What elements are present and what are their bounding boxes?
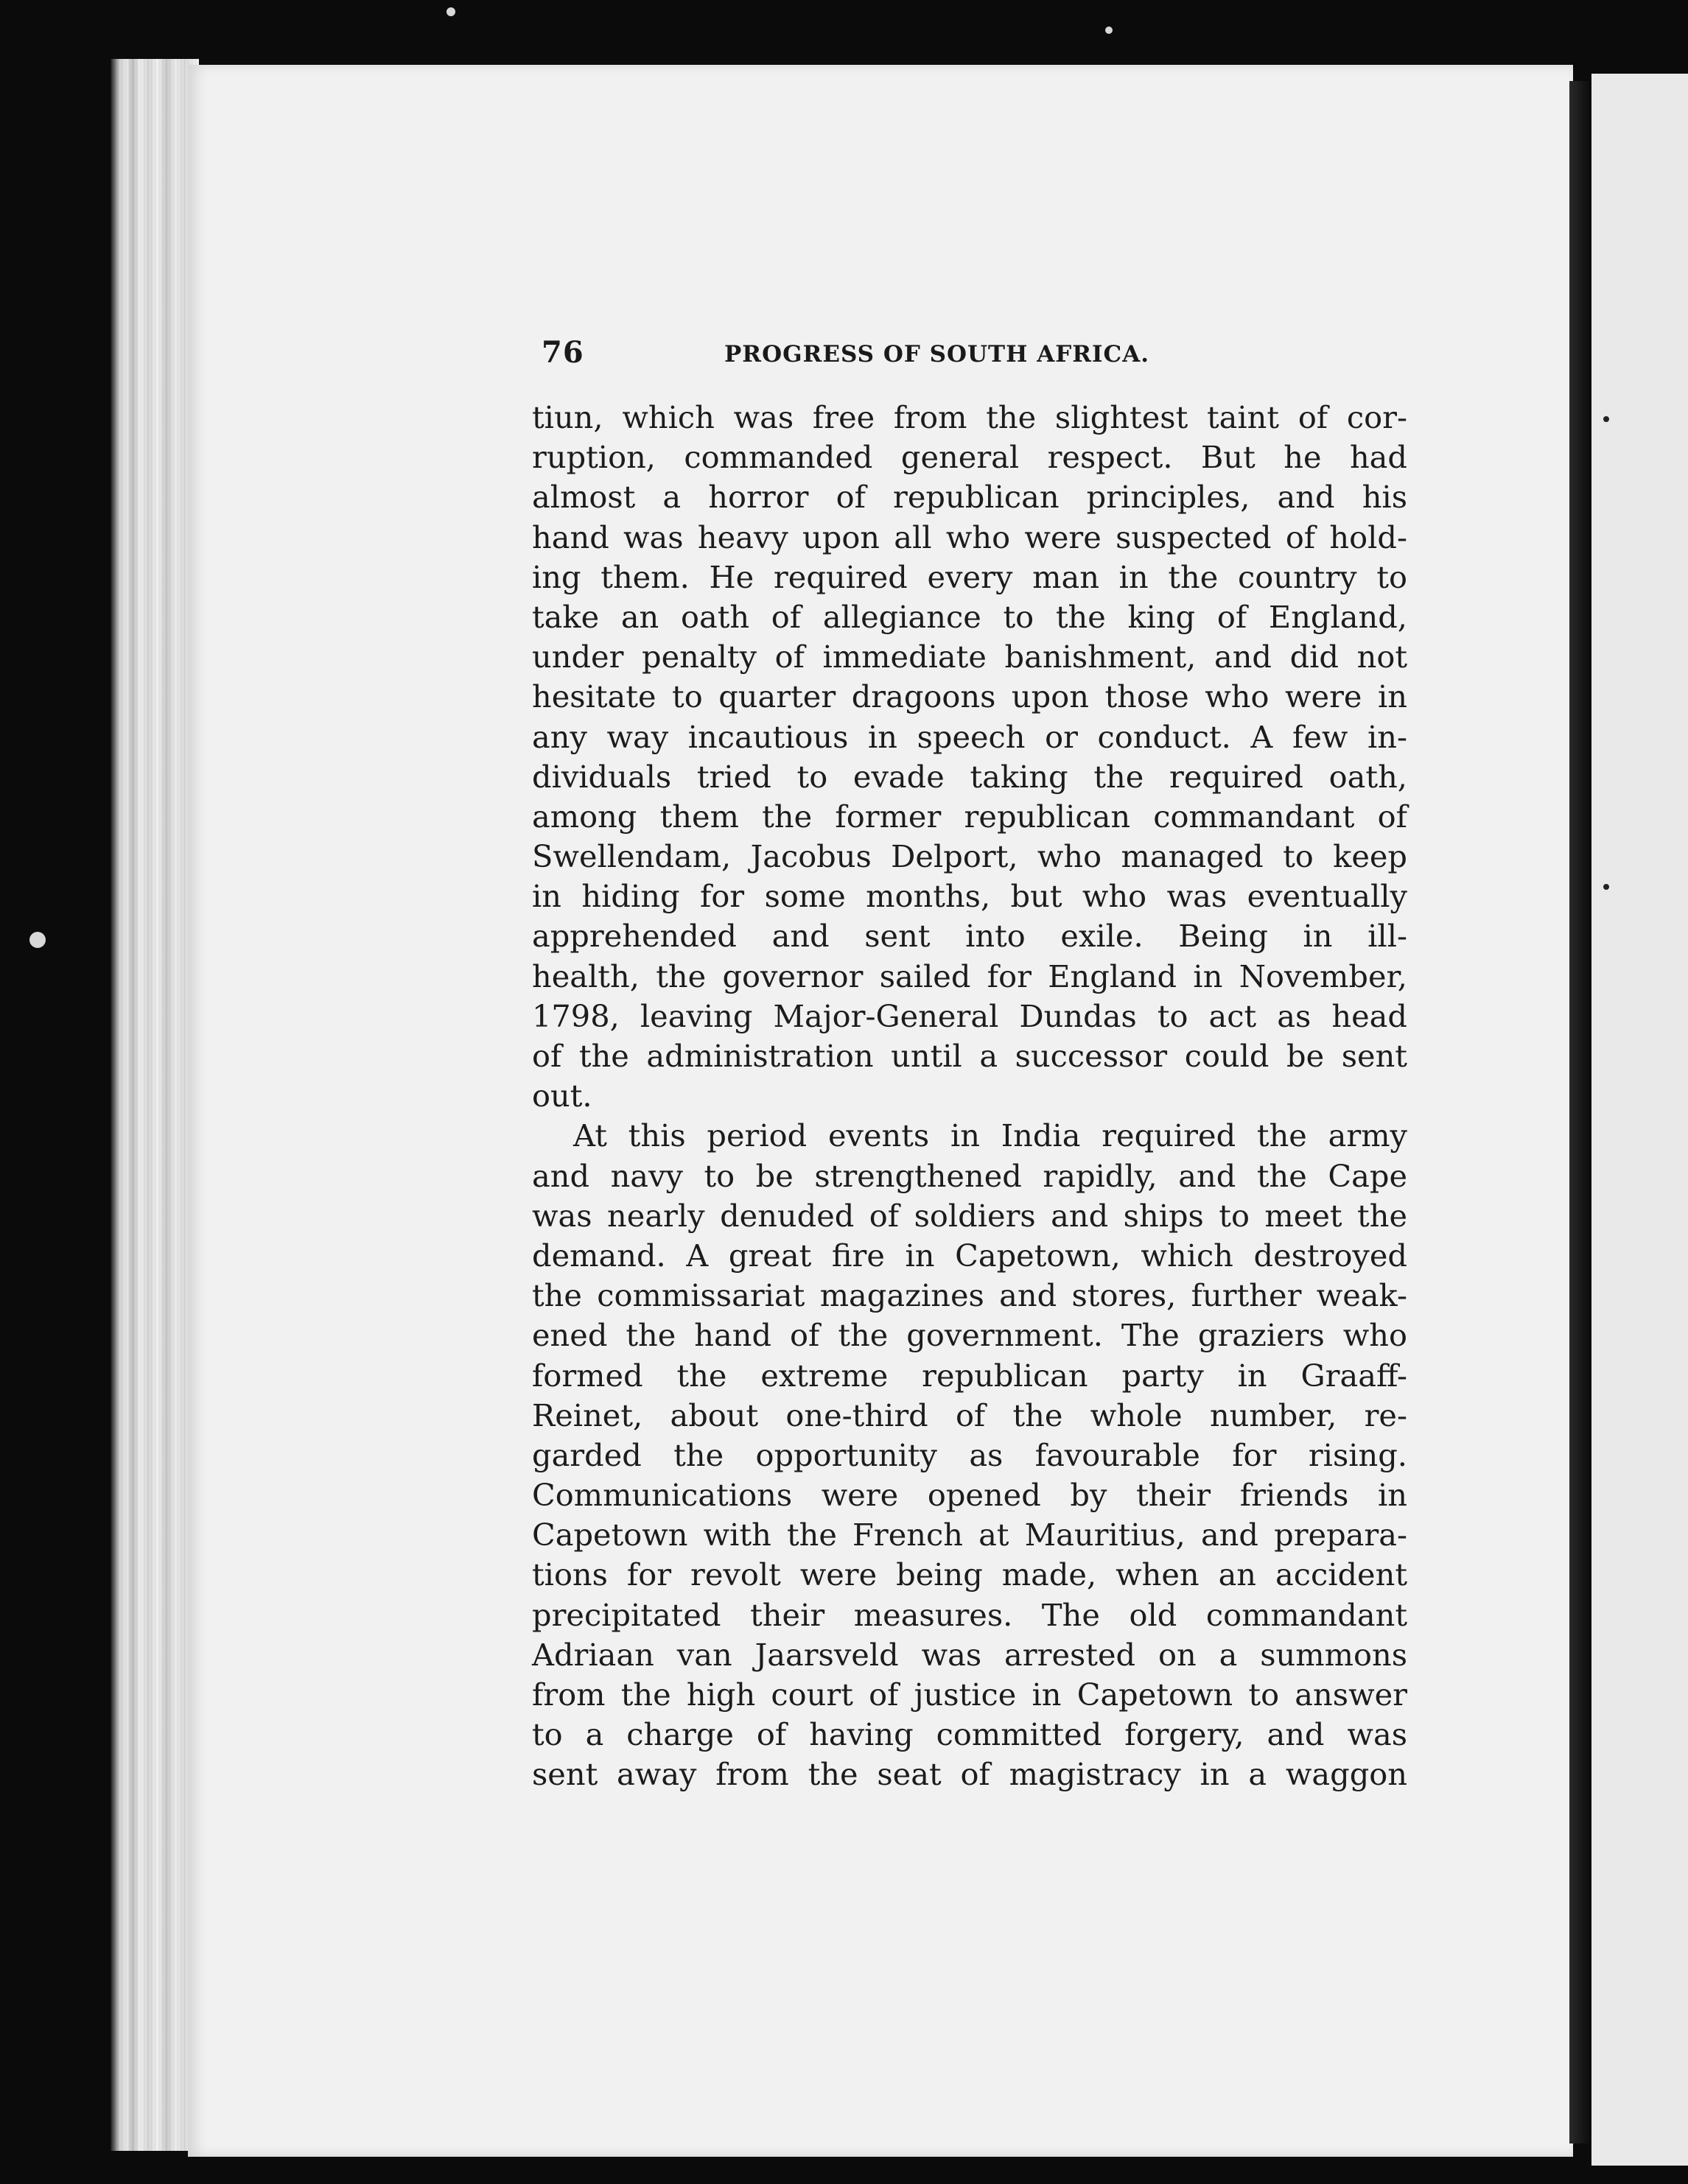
text-line: apprehended and sent into exile. Being in ill- [532, 918, 1407, 955]
scan-speck [29, 932, 46, 948]
body-text [532, 398, 1407, 1795]
gutter-shadow [1569, 81, 1591, 2143]
text-line: to a charge of having committed forgery, and was [532, 1716, 1407, 1753]
text-line: hesitate to quarter dragoons upon those who were in [532, 678, 1407, 715]
text-line: Reinet, about one-third of the whole number, re- [532, 1397, 1407, 1433]
text-line: almost a horror of republican principles, and his [532, 479, 1407, 516]
scan-speck [1603, 884, 1609, 890]
text-line: dividuals tried to evade taking the required oath, [532, 758, 1407, 795]
page-number: 76 [542, 335, 584, 370]
text-line: Adriaan van Jaarsveld was arrested on a summons [532, 1636, 1407, 1673]
text-line: ruption, commanded general respect. But he had [532, 439, 1407, 476]
text-line: out. [532, 1078, 592, 1114]
text-line: take an oath of allegiance to the king of England, [532, 598, 1407, 635]
text-line: precipitated their measures. The old commandant [532, 1596, 1407, 1633]
text-line: any way incautious in speech or conduct. A few in- [532, 718, 1407, 755]
text-line: 1798, leaving Major-General Dundas to act as head [532, 997, 1407, 1034]
text-line: was nearly denuded of soldiers and ships to meet the [532, 1197, 1407, 1234]
page-header [542, 335, 1411, 379]
scan-speck [1603, 416, 1609, 422]
text-line: Communications were opened by their friends in [532, 1477, 1407, 1514]
text-line: and navy to be strengthened rapidly, and the Cape [532, 1157, 1407, 1194]
text-line: demand. A great fire in Capetown, which destroyed [532, 1237, 1407, 1274]
running-title: PROGRESS OF SOUTH AFRICA. [724, 341, 1150, 368]
text-line: Capetown with the French at Mauritius, and prepara- [532, 1517, 1407, 1553]
text-line: under penalty of immediate banishment, and did not [532, 639, 1407, 675]
text-line: of the administration until a successor could be sent [532, 1038, 1407, 1074]
paragraph-start-line: At this period events in India required the army [573, 1117, 1407, 1154]
page-stack-edge [111, 59, 199, 2151]
text-line: health, the governor sailed for England in November, [532, 958, 1407, 994]
text-line: from the high court of justice in Capetown to answer [532, 1676, 1407, 1713]
text-line: garded the opportunity as favourable for rising. [532, 1436, 1407, 1473]
text-line: tions for revolt were being made, when an accident [532, 1556, 1407, 1593]
text-line: among them the former republican commandant of [532, 798, 1407, 835]
scan-speck [446, 7, 455, 16]
text-line: in hiding for some months, but who was eventually [532, 878, 1407, 915]
text-line: sent away from the seat of magistracy in a waggon [532, 1756, 1407, 1793]
scan-speck [1105, 27, 1113, 34]
text-line: tiun, which was free from the slightest taint of cor- [532, 399, 1407, 435]
text-line: ened the hand of the government. The graziers who [532, 1317, 1407, 1354]
text-line: Swellendam, Jacobus Delport, who managed to keep [532, 838, 1407, 875]
text-line: ing them. He required every man in the country to [532, 558, 1407, 595]
facing-page-edge [1591, 74, 1688, 2166]
text-line: formed the extreme republican party in Graaff- [532, 1357, 1407, 1394]
text-line: hand was heavy upon all who were suspected of hold- [532, 519, 1407, 555]
text-line: the commissariat magazines and stores, further weak- [532, 1277, 1407, 1314]
